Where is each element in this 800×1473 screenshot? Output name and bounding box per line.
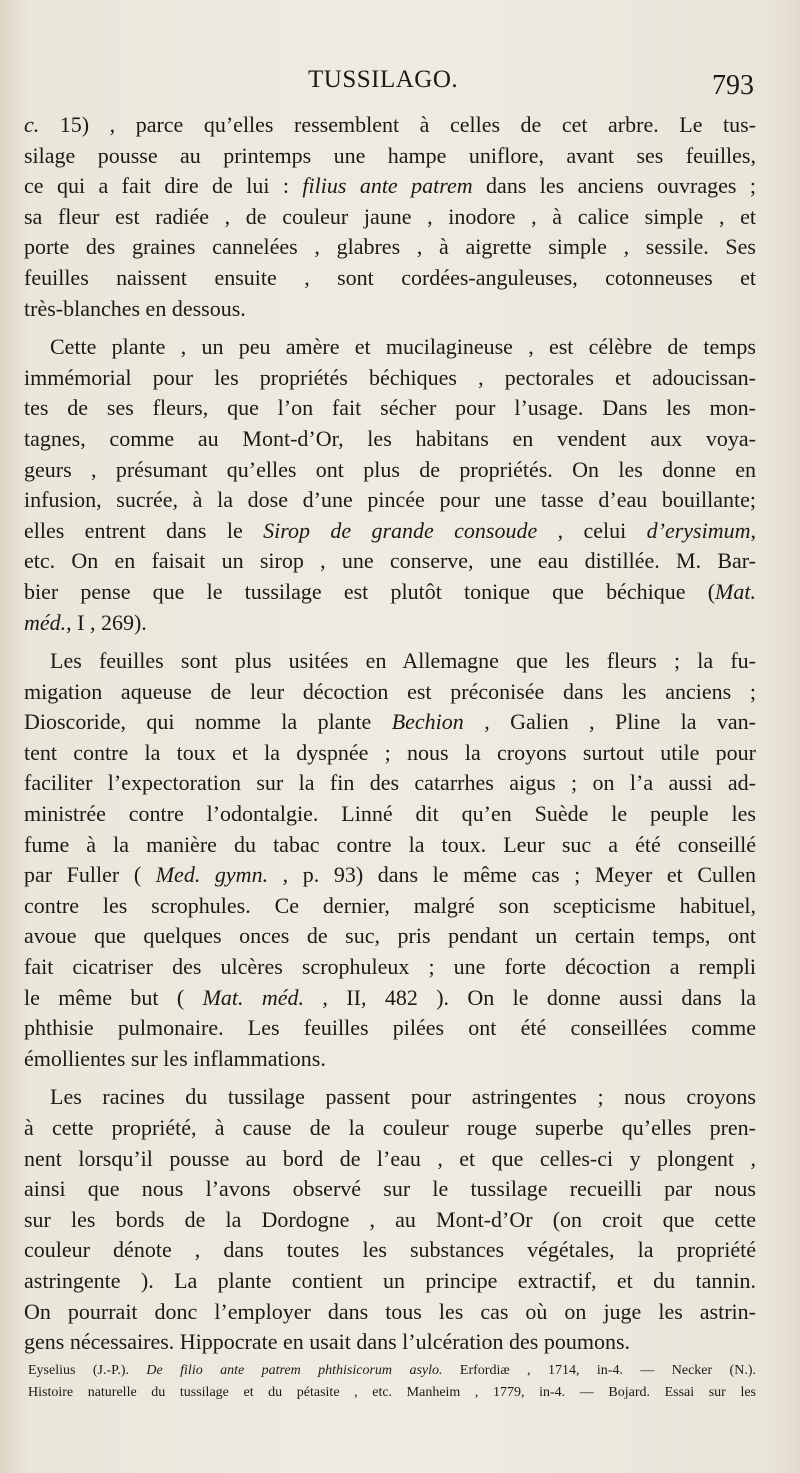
- text-run: infusion, sucrée, à la dose d’une pincée pour une tasse d’eau bouillante;: [24, 487, 756, 513]
- text-line: [24, 202, 756, 233]
- page-number: 793: [712, 70, 754, 101]
- italic-text: c.: [24, 112, 40, 137]
- bibliography-footnote: [28, 1360, 756, 1404]
- running-title: TUSSILAGO.: [308, 66, 459, 93]
- italic-text: Med. gymn.: [155, 862, 269, 888]
- text-line: [24, 707, 756, 738]
- text-run: tes de ses fleurs, que l’on fait sécher pour l’usage. Dans les mon-: [24, 395, 756, 421]
- text-line: [24, 516, 756, 547]
- text-run: migation aqueuse de leur décoction est préconisée dans les anciens ;: [24, 678, 756, 704]
- italic-text: filius ante patrem: [302, 173, 473, 199]
- text-line: [24, 921, 756, 952]
- text-run: Cette plante , un peu amère et mucilagineuse , est célèbre de temps: [50, 334, 756, 360]
- text-run: sa fleur est radiée , de couleur jaune , inodore , à calice simple , et: [24, 203, 756, 229]
- text-run: Erfordiæ , 1714, in-4. — Necker (N.).: [442, 1363, 756, 1378]
- text-line: [24, 110, 756, 141]
- text-run: , I , 269).: [66, 609, 147, 635]
- text-run: Eyselius (J.-P.).: [28, 1363, 147, 1378]
- text-line: [24, 393, 756, 424]
- text-run: Les feuilles sont plus usitées en Allemagne que les fleurs ; la fu-: [50, 648, 756, 674]
- text-line: [24, 546, 756, 577]
- text-run: sur les bords de la Dordogne , au Mont-d’Or (on croit que cette: [24, 1206, 756, 1232]
- paragraph-gap: [24, 324, 756, 332]
- text-line: [24, 232, 756, 263]
- text-run: , Galien , Pline la van-: [463, 709, 756, 735]
- text-run: , II, 482 ). On le donne aussi dans la: [304, 984, 756, 1010]
- text-line: [24, 860, 756, 891]
- text-run: couleur dénote , dans toutes les substances végétales, la propriété: [24, 1237, 756, 1263]
- text-line: [24, 294, 756, 325]
- text-line: [24, 891, 756, 922]
- text-run: immémorial pour les propriétés béchiques , pectorales et adoucissan-: [24, 364, 756, 390]
- text-run: bier pense que le tussilage est plutôt tonique que béchique (: [24, 578, 716, 604]
- italic-text: méd.: [24, 609, 67, 635]
- text-run: On pourrait donc l’employer dans tous les cas où on juge les astrin-: [24, 1298, 756, 1324]
- text-run: ainsi que nous l’avons observé sur le tussilage recueilli par nous: [24, 1176, 756, 1202]
- paragraph-gap: [24, 638, 756, 646]
- running-head: [0, 66, 800, 101]
- text-run: astringente ). La plante contient un principe extractif, et du tannin.: [24, 1267, 756, 1293]
- text-line: [24, 646, 756, 677]
- text-line: [24, 1205, 756, 1236]
- text-run: , p. 93) dans le même cas ; Meyer et Cullen: [268, 862, 756, 888]
- text-run: à cette propriété, à cause de la couleur rouge superbe qu’elles pren-: [24, 1115, 756, 1140]
- text-run: feuilles naissent ensuite , sont cordées-anguleuses, cotonneuses et: [24, 264, 756, 290]
- text-run: porte des graines cannelées , glabres , à aigrette simple , sessile. Ses: [24, 234, 756, 260]
- text-line: [24, 1297, 756, 1328]
- text-line: [24, 952, 756, 983]
- italic-text: Mat. méd.: [202, 984, 305, 1010]
- text-line: [24, 608, 756, 639]
- text-line: [24, 1327, 756, 1358]
- text-run: ce qui a fait dire de lui :: [24, 173, 303, 199]
- text-run: gens nécessaires. Hippocrate en usait dans l’ulcération des poumons.: [24, 1329, 631, 1355]
- text-run: tagnes, comme au Mont-d’Or, les habitans en vendent aux voya-: [24, 425, 756, 451]
- text-line: [24, 485, 756, 516]
- text-line: [24, 1082, 756, 1113]
- text-line: [24, 455, 756, 486]
- text-run: ,: [750, 517, 756, 543]
- text-line: [24, 677, 756, 708]
- text-run: Les racines du tussilage passent pour astringentes ; nous croyons: [50, 1084, 756, 1110]
- text-run: avoue que quelques onces de suc, pris pendant un certain temps, ont: [24, 923, 756, 949]
- text-run: émollientes sur les inflammations.: [24, 1045, 326, 1071]
- italic-text: Sirop de grande consoude: [263, 517, 538, 543]
- text-run: nent lorsqu’il pousse au bord de l’eau , et que celles-ci y plongent ,: [24, 1145, 756, 1171]
- italic-text: d’erysimum: [646, 517, 751, 543]
- italic-text: De filio ante patrem phthisicorum asylo.: [146, 1363, 443, 1378]
- text-line: [24, 1235, 756, 1266]
- text-run: silage pousse au printemps une hampe uniflore, avant ses feuilles,: [24, 142, 756, 168]
- text-run: , celui: [537, 517, 647, 543]
- text-run: ministrée contre l’odontalgie. Linné dit qu’en Suède le peuple les: [24, 801, 756, 827]
- text-line: [24, 1013, 756, 1044]
- text-line: [24, 1266, 756, 1297]
- text-line: [24, 424, 756, 455]
- text-line: [24, 171, 756, 202]
- text-run: geurs , présumant qu’elles ont plus de propriétés. On les donne en: [24, 456, 756, 482]
- text-run: tent contre la toux et la dyspnée ; nous la croyons surtout utile pour: [24, 739, 756, 765]
- text-run: le même but (: [24, 984, 203, 1010]
- text-run: Histoire naturelle du tussilage et du pétasite , etc. Manheim , 1779, in-4. — Bojard. Essai sur les: [28, 1385, 756, 1400]
- text-run: 15) , parce qu’elles ressemblent à celles de cet arbre. Le tus-: [39, 112, 756, 137]
- text-run: très-blanches en dessous.: [24, 295, 246, 321]
- text-run: contre les scrophules. Ce dernier, malgré son scepticisme habituel,: [24, 892, 756, 918]
- text-run: etc. On en faisait un sirop , une conserve, une eau distillée. M. Bar-: [24, 548, 756, 574]
- text-line: [24, 363, 756, 394]
- text-line: [24, 332, 756, 363]
- text-run: phthisie pulmonaire. Les feuilles pilées ont été conseillées comme: [24, 1015, 756, 1041]
- text-run: fume à la manière du tabac contre la toux. Leur suc a été conseillé: [24, 831, 756, 857]
- text-line: [24, 830, 756, 861]
- text-line: [24, 577, 756, 608]
- text-run: par Fuller (: [24, 862, 156, 888]
- text-line: [24, 1174, 756, 1205]
- text-line: [24, 799, 756, 830]
- italic-text: Bechion: [391, 709, 464, 735]
- text-line: [24, 738, 756, 769]
- text-line: [24, 1113, 756, 1144]
- text-line: [24, 1044, 756, 1075]
- paragraph-gap: [24, 1074, 756, 1082]
- text-run: Dioscoride, qui nomme la plante: [24, 709, 392, 735]
- text-line: [24, 1144, 756, 1175]
- footnote-line: [28, 1382, 756, 1404]
- text-run: fait cicatriser des ulcères scrophuleux ; une forte décoction a rempli: [24, 954, 756, 980]
- body-text: [24, 110, 756, 1358]
- text-run: faciliter l’expectoration sur la fin des catarrhes aigus ; on l’a aussi ad-: [24, 770, 756, 796]
- text-run: dans les anciens ouvrages ;: [472, 173, 757, 199]
- text-line: [24, 263, 756, 294]
- text-line: [24, 768, 756, 799]
- text-line: [24, 983, 756, 1014]
- text-run: elles entrent dans le: [24, 517, 264, 543]
- italic-text: Mat.: [715, 578, 756, 604]
- text-line: [24, 141, 756, 172]
- footnote-line: [28, 1360, 756, 1382]
